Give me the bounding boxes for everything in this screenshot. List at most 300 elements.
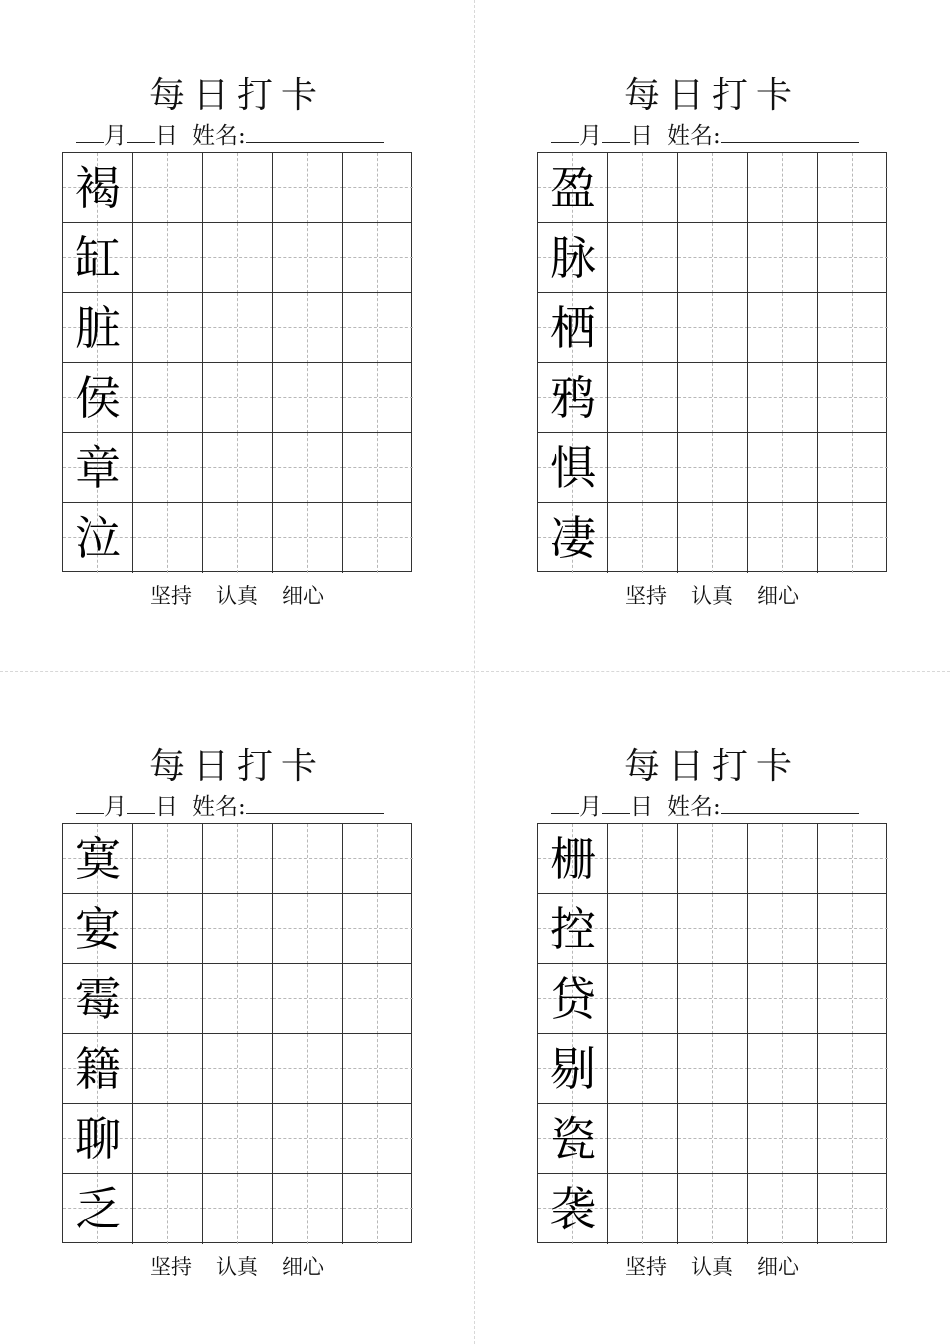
motto-word: 细心 bbox=[282, 1255, 324, 1279]
grid-cell bbox=[538, 1174, 608, 1244]
cell-guide-vertical bbox=[237, 293, 238, 363]
model-character: 籍 bbox=[75, 1042, 121, 1096]
grid-cell bbox=[538, 1034, 608, 1104]
day-blank[interactable] bbox=[602, 791, 630, 814]
day-blank[interactable] bbox=[127, 791, 155, 814]
grid-cell[interactable] bbox=[132, 964, 202, 1034]
grid-cell[interactable] bbox=[607, 293, 677, 363]
cell-guide-vertical bbox=[167, 363, 168, 433]
grid-cell[interactable] bbox=[607, 1104, 677, 1174]
grid-cell[interactable] bbox=[272, 363, 342, 433]
month-blank[interactable] bbox=[551, 120, 579, 143]
grid-cell[interactable] bbox=[747, 223, 817, 293]
model-character: 栅 bbox=[550, 832, 596, 886]
cell-guide-horizontal bbox=[203, 858, 273, 859]
grid-row bbox=[538, 222, 886, 293]
grid-row bbox=[538, 893, 886, 964]
grid-cell[interactable] bbox=[747, 503, 817, 573]
grid-cell[interactable] bbox=[607, 1034, 677, 1104]
grid-cell[interactable] bbox=[342, 433, 412, 503]
grid-cell[interactable] bbox=[677, 293, 747, 363]
grid-row bbox=[63, 1173, 411, 1244]
model-character: 鸦 bbox=[550, 371, 596, 425]
cell-guide-vertical bbox=[377, 824, 378, 894]
cell-guide-horizontal bbox=[133, 1138, 203, 1139]
grid-row bbox=[538, 1173, 886, 1244]
grid-cell[interactable] bbox=[607, 153, 677, 223]
grid-cell[interactable] bbox=[677, 363, 747, 433]
grid-cell[interactable] bbox=[677, 223, 747, 293]
grid-cell[interactable] bbox=[132, 363, 202, 433]
cell-guide-vertical bbox=[377, 964, 378, 1034]
cell-guide-vertical bbox=[852, 1034, 853, 1104]
grid-cell[interactable] bbox=[132, 1104, 202, 1174]
grid-cell[interactable] bbox=[202, 223, 272, 293]
cell-guide-vertical bbox=[782, 153, 783, 223]
day-label: 日 bbox=[630, 794, 653, 820]
model-character: 聊 bbox=[75, 1112, 121, 1166]
grid-cell bbox=[538, 433, 608, 503]
cell-guide-horizontal bbox=[678, 928, 748, 929]
grid-cell bbox=[63, 223, 133, 293]
cell-guide-horizontal bbox=[203, 327, 273, 328]
cell-guide-vertical bbox=[167, 964, 168, 1034]
cell-guide-horizontal bbox=[748, 467, 818, 468]
date-name-line bbox=[76, 791, 412, 821]
grid-row bbox=[63, 963, 411, 1034]
grid-cell[interactable] bbox=[677, 1034, 747, 1104]
cell-guide-horizontal bbox=[608, 998, 678, 999]
grid-cell[interactable] bbox=[817, 153, 887, 223]
grid-cell[interactable] bbox=[132, 1034, 202, 1104]
name-label: 姓名: bbox=[667, 123, 721, 149]
motto-word: 坚持 bbox=[625, 1255, 667, 1279]
cell-guide-vertical bbox=[237, 153, 238, 223]
cell-guide-horizontal bbox=[608, 928, 678, 929]
grid-cell[interactable] bbox=[202, 1174, 272, 1244]
grid-cell[interactable] bbox=[677, 824, 747, 894]
cell-guide-horizontal bbox=[133, 187, 203, 188]
motto-word: 坚持 bbox=[150, 1255, 192, 1279]
grid-cell[interactable] bbox=[607, 824, 677, 894]
grid-row bbox=[538, 963, 886, 1034]
cell-guide-horizontal bbox=[818, 998, 888, 999]
cell-guide-horizontal bbox=[343, 257, 413, 258]
cell-guide-vertical bbox=[237, 824, 238, 894]
model-character: 寞 bbox=[75, 832, 121, 886]
grid-cell[interactable] bbox=[817, 293, 887, 363]
grid-row bbox=[63, 153, 411, 223]
grid-cell[interactable] bbox=[342, 503, 412, 573]
cell-guide-horizontal bbox=[748, 1138, 818, 1139]
grid-cell[interactable] bbox=[817, 503, 887, 573]
cell-guide-vertical bbox=[852, 223, 853, 293]
cell-guide-horizontal bbox=[818, 537, 888, 538]
cell-guide-horizontal bbox=[678, 1068, 748, 1069]
cell-guide-horizontal bbox=[133, 998, 203, 999]
grid-cell[interactable] bbox=[342, 1104, 412, 1174]
practice-card bbox=[537, 743, 887, 1303]
cell-guide-horizontal bbox=[608, 187, 678, 188]
cell-guide-vertical bbox=[642, 964, 643, 1034]
date-name-line bbox=[551, 120, 887, 150]
grid-cell[interactable] bbox=[132, 223, 202, 293]
cell-guide-vertical bbox=[377, 503, 378, 573]
cell-guide-horizontal bbox=[343, 1208, 413, 1209]
grid-cell[interactable] bbox=[272, 433, 342, 503]
cell-guide-horizontal bbox=[203, 1068, 273, 1069]
cell-guide-horizontal bbox=[818, 327, 888, 328]
card-title: 每日打卡 bbox=[148, 75, 325, 116]
grid-cell[interactable] bbox=[132, 433, 202, 503]
month-label: 月 bbox=[104, 123, 127, 149]
practice-card bbox=[62, 743, 412, 1303]
grid-cell[interactable] bbox=[342, 223, 412, 293]
cell-guide-vertical bbox=[852, 1174, 853, 1244]
grid-cell[interactable] bbox=[677, 433, 747, 503]
model-character: 盈 bbox=[550, 161, 596, 215]
practice-card bbox=[62, 72, 412, 632]
motto bbox=[537, 1251, 887, 1283]
grid-cell[interactable] bbox=[342, 153, 412, 223]
cell-guide-vertical bbox=[852, 503, 853, 573]
cell-guide-horizontal bbox=[608, 1138, 678, 1139]
cell-guide-horizontal bbox=[273, 257, 343, 258]
grid-cell[interactable] bbox=[747, 363, 817, 433]
grid-cell[interactable] bbox=[342, 1174, 412, 1244]
motto bbox=[62, 580, 412, 612]
grid-cell[interactable] bbox=[272, 1104, 342, 1174]
grid-cell[interactable] bbox=[202, 363, 272, 433]
cell-guide-horizontal bbox=[748, 187, 818, 188]
day-label: 日 bbox=[155, 123, 178, 149]
grid-cell[interactable] bbox=[202, 1034, 272, 1104]
cell-guide-vertical bbox=[307, 293, 308, 363]
cell-guide-vertical bbox=[237, 894, 238, 964]
grid-cell bbox=[63, 433, 133, 503]
grid-row bbox=[538, 292, 886, 363]
cell-guide-vertical bbox=[852, 153, 853, 223]
grid-cell[interactable] bbox=[132, 153, 202, 223]
cell-guide-vertical bbox=[712, 964, 713, 1034]
cell-guide-horizontal bbox=[273, 467, 343, 468]
grid-cell[interactable] bbox=[342, 363, 412, 433]
grid-cell bbox=[63, 824, 133, 894]
grid-row bbox=[538, 153, 886, 223]
grid-cell[interactable] bbox=[817, 363, 887, 433]
cell-guide-horizontal bbox=[133, 327, 203, 328]
grid-cell bbox=[63, 1034, 133, 1104]
grid-cell[interactable] bbox=[342, 1034, 412, 1104]
grid-cell[interactable] bbox=[132, 824, 202, 894]
cell-guide-horizontal bbox=[608, 537, 678, 538]
name-blank[interactable] bbox=[246, 120, 384, 143]
grid-cell[interactable] bbox=[607, 964, 677, 1034]
model-character: 乏 bbox=[75, 1182, 121, 1236]
cell-guide-horizontal bbox=[273, 187, 343, 188]
name-blank[interactable] bbox=[721, 791, 859, 814]
grid-cell[interactable] bbox=[202, 894, 272, 964]
cell-guide-horizontal bbox=[678, 1208, 748, 1209]
cell-guide-vertical bbox=[712, 363, 713, 433]
motto-word: 细心 bbox=[757, 584, 799, 608]
cell-guide-horizontal bbox=[818, 257, 888, 258]
grid-row bbox=[538, 502, 886, 573]
grid-cell[interactable] bbox=[272, 153, 342, 223]
cell-guide-vertical bbox=[167, 894, 168, 964]
practice-card bbox=[537, 72, 887, 632]
cell-guide-horizontal bbox=[678, 1138, 748, 1139]
cell-guide-vertical bbox=[782, 1174, 783, 1244]
cell-guide-horizontal bbox=[273, 537, 343, 538]
cell-guide-horizontal bbox=[748, 928, 818, 929]
grid-cell[interactable] bbox=[677, 153, 747, 223]
cell-guide-vertical bbox=[782, 433, 783, 503]
grid-cell[interactable] bbox=[342, 894, 412, 964]
cell-guide-horizontal bbox=[133, 928, 203, 929]
grid-cell[interactable] bbox=[202, 824, 272, 894]
grid-cell[interactable] bbox=[817, 964, 887, 1034]
grid-cell[interactable] bbox=[817, 894, 887, 964]
cell-guide-vertical bbox=[642, 293, 643, 363]
cell-guide-horizontal bbox=[133, 1068, 203, 1069]
month-label: 月 bbox=[579, 794, 602, 820]
cell-guide-vertical bbox=[307, 1104, 308, 1174]
grid-cell[interactable] bbox=[817, 1174, 887, 1244]
cell-guide-vertical bbox=[712, 894, 713, 964]
tianzige-grid bbox=[62, 823, 412, 1243]
grid-cell[interactable] bbox=[272, 1174, 342, 1244]
grid-cell[interactable] bbox=[747, 293, 817, 363]
motto bbox=[62, 1251, 412, 1283]
cell-guide-horizontal bbox=[678, 998, 748, 999]
cell-guide-vertical bbox=[712, 503, 713, 573]
cell-guide-horizontal bbox=[273, 327, 343, 328]
cell-guide-horizontal bbox=[608, 397, 678, 398]
grid-cell[interactable] bbox=[132, 503, 202, 573]
cell-guide-vertical bbox=[307, 824, 308, 894]
cell-guide-horizontal bbox=[748, 397, 818, 398]
grid-cell[interactable] bbox=[202, 153, 272, 223]
cell-guide-horizontal bbox=[608, 327, 678, 328]
cell-guide-horizontal bbox=[273, 1068, 343, 1069]
cell-guide-vertical bbox=[782, 503, 783, 573]
cell-guide-vertical bbox=[377, 1104, 378, 1174]
cell-guide-horizontal bbox=[678, 187, 748, 188]
grid-cell[interactable] bbox=[607, 433, 677, 503]
date-name-line bbox=[76, 120, 412, 150]
cell-guide-horizontal bbox=[203, 998, 273, 999]
name-blank[interactable] bbox=[246, 791, 384, 814]
cell-guide-vertical bbox=[377, 1034, 378, 1104]
cell-guide-vertical bbox=[712, 293, 713, 363]
cell-guide-vertical bbox=[712, 1034, 713, 1104]
cell-guide-horizontal bbox=[608, 467, 678, 468]
cell-guide-vertical bbox=[167, 153, 168, 223]
cell-guide-horizontal bbox=[203, 187, 273, 188]
cell-guide-horizontal bbox=[343, 928, 413, 929]
grid-cell[interactable] bbox=[272, 293, 342, 363]
cell-guide-vertical bbox=[642, 1034, 643, 1104]
grid-cell bbox=[63, 503, 133, 573]
cell-guide-vertical bbox=[852, 894, 853, 964]
month-blank[interactable] bbox=[76, 791, 104, 814]
grid-cell[interactable] bbox=[607, 363, 677, 433]
cell-guide-vertical bbox=[852, 293, 853, 363]
grid-cell bbox=[63, 293, 133, 363]
cell-guide-horizontal bbox=[343, 858, 413, 859]
grid-row bbox=[63, 362, 411, 433]
grid-cell[interactable] bbox=[817, 1104, 887, 1174]
cell-guide-horizontal bbox=[203, 467, 273, 468]
motto-word: 认真 bbox=[691, 1255, 733, 1279]
grid-cell[interactable] bbox=[132, 1174, 202, 1244]
cell-guide-vertical bbox=[782, 894, 783, 964]
grid-cell[interactable] bbox=[747, 964, 817, 1034]
grid-cell[interactable] bbox=[677, 1104, 747, 1174]
grid-row bbox=[538, 432, 886, 503]
grid-cell bbox=[63, 153, 133, 223]
grid-cell[interactable] bbox=[677, 1174, 747, 1244]
name-blank[interactable] bbox=[721, 120, 859, 143]
day-blank[interactable] bbox=[602, 120, 630, 143]
grid-cell[interactable] bbox=[747, 824, 817, 894]
grid-cell[interactable] bbox=[677, 894, 747, 964]
cell-guide-horizontal bbox=[203, 1208, 273, 1209]
cell-guide-vertical bbox=[167, 223, 168, 293]
grid-cell[interactable] bbox=[747, 1034, 817, 1104]
grid-row bbox=[538, 824, 886, 894]
cell-guide-vertical bbox=[307, 1174, 308, 1244]
grid-cell[interactable] bbox=[272, 1034, 342, 1104]
model-character: 瓷 bbox=[550, 1112, 596, 1166]
cell-guide-horizontal bbox=[748, 327, 818, 328]
cell-guide-vertical bbox=[377, 363, 378, 433]
day-blank[interactable] bbox=[127, 120, 155, 143]
cell-guide-vertical bbox=[852, 1104, 853, 1174]
cell-guide-vertical bbox=[307, 1034, 308, 1104]
vertical-cut-line bbox=[474, 0, 475, 1344]
cell-guide-horizontal bbox=[203, 1138, 273, 1139]
grid-cell[interactable] bbox=[677, 503, 747, 573]
cell-guide-vertical bbox=[782, 293, 783, 363]
cell-guide-horizontal bbox=[133, 467, 203, 468]
grid-cell[interactable] bbox=[202, 503, 272, 573]
cell-guide-horizontal bbox=[343, 1068, 413, 1069]
grid-cell[interactable] bbox=[747, 1174, 817, 1244]
cell-guide-vertical bbox=[782, 223, 783, 293]
model-character: 剔 bbox=[550, 1042, 596, 1096]
grid-cell[interactable] bbox=[607, 1174, 677, 1244]
cell-guide-vertical bbox=[712, 1104, 713, 1174]
cell-guide-vertical bbox=[307, 363, 308, 433]
cell-guide-horizontal bbox=[678, 257, 748, 258]
day-label: 日 bbox=[155, 794, 178, 820]
model-character: 宴 bbox=[75, 902, 121, 956]
month-blank[interactable] bbox=[76, 120, 104, 143]
grid-cell[interactable] bbox=[607, 503, 677, 573]
grid-cell[interactable] bbox=[817, 223, 887, 293]
cell-guide-vertical bbox=[377, 223, 378, 293]
model-character: 凄 bbox=[550, 511, 596, 565]
cell-guide-vertical bbox=[237, 964, 238, 1034]
cell-guide-horizontal bbox=[133, 397, 203, 398]
cell-guide-vertical bbox=[712, 153, 713, 223]
card-title: 每日打卡 bbox=[623, 746, 800, 787]
motto-word: 认真 bbox=[691, 584, 733, 608]
cell-guide-horizontal bbox=[818, 1208, 888, 1209]
cell-guide-horizontal bbox=[748, 537, 818, 538]
grid-cell[interactable] bbox=[202, 1104, 272, 1174]
grid-cell[interactable] bbox=[817, 1034, 887, 1104]
cell-guide-horizontal bbox=[818, 1138, 888, 1139]
motto-word: 认真 bbox=[216, 1255, 258, 1279]
grid-cell[interactable] bbox=[132, 293, 202, 363]
grid-cell[interactable] bbox=[272, 223, 342, 293]
month-blank[interactable] bbox=[551, 791, 579, 814]
name-label: 姓名: bbox=[192, 794, 246, 820]
grid-cell[interactable] bbox=[342, 824, 412, 894]
grid-cell[interactable] bbox=[272, 824, 342, 894]
card-title: 每日打卡 bbox=[623, 75, 800, 116]
cell-guide-vertical bbox=[642, 153, 643, 223]
grid-cell[interactable] bbox=[272, 503, 342, 573]
motto-word: 细心 bbox=[757, 1255, 799, 1279]
grid-cell[interactable] bbox=[607, 894, 677, 964]
cell-guide-vertical bbox=[237, 363, 238, 433]
month-label: 月 bbox=[104, 794, 127, 820]
grid-cell[interactable] bbox=[607, 223, 677, 293]
cell-guide-horizontal bbox=[748, 1068, 818, 1069]
grid-cell[interactable] bbox=[747, 894, 817, 964]
grid-cell[interactable] bbox=[747, 1104, 817, 1174]
grid-cell[interactable] bbox=[132, 894, 202, 964]
grid-cell[interactable] bbox=[342, 293, 412, 363]
cell-guide-vertical bbox=[642, 363, 643, 433]
model-character: 栖 bbox=[550, 301, 596, 355]
cell-guide-vertical bbox=[237, 223, 238, 293]
model-character: 袭 bbox=[550, 1182, 596, 1236]
cell-guide-vertical bbox=[782, 824, 783, 894]
cell-guide-horizontal bbox=[133, 858, 203, 859]
cell-guide-horizontal bbox=[343, 467, 413, 468]
grid-cell[interactable] bbox=[272, 964, 342, 1034]
grid-cell[interactable] bbox=[677, 964, 747, 1034]
grid-cell[interactable] bbox=[747, 153, 817, 223]
grid-cell[interactable] bbox=[202, 964, 272, 1034]
grid-cell[interactable] bbox=[817, 433, 887, 503]
cell-guide-vertical bbox=[852, 433, 853, 503]
tianzige-grid bbox=[537, 152, 887, 572]
grid-row bbox=[538, 1103, 886, 1174]
grid-cell bbox=[538, 894, 608, 964]
grid-cell[interactable] bbox=[202, 433, 272, 503]
model-character: 泣 bbox=[75, 511, 121, 565]
cell-guide-vertical bbox=[642, 503, 643, 573]
month-label: 月 bbox=[579, 123, 602, 149]
grid-row bbox=[63, 292, 411, 363]
cell-guide-horizontal bbox=[203, 537, 273, 538]
grid-row bbox=[63, 502, 411, 573]
grid-cell[interactable] bbox=[202, 293, 272, 363]
motto-word: 细心 bbox=[282, 584, 324, 608]
grid-cell[interactable] bbox=[817, 824, 887, 894]
grid-cell[interactable] bbox=[342, 964, 412, 1034]
cell-guide-horizontal bbox=[818, 928, 888, 929]
model-character: 章 bbox=[75, 441, 121, 495]
grid-cell[interactable] bbox=[272, 894, 342, 964]
grid-cell[interactable] bbox=[747, 433, 817, 503]
